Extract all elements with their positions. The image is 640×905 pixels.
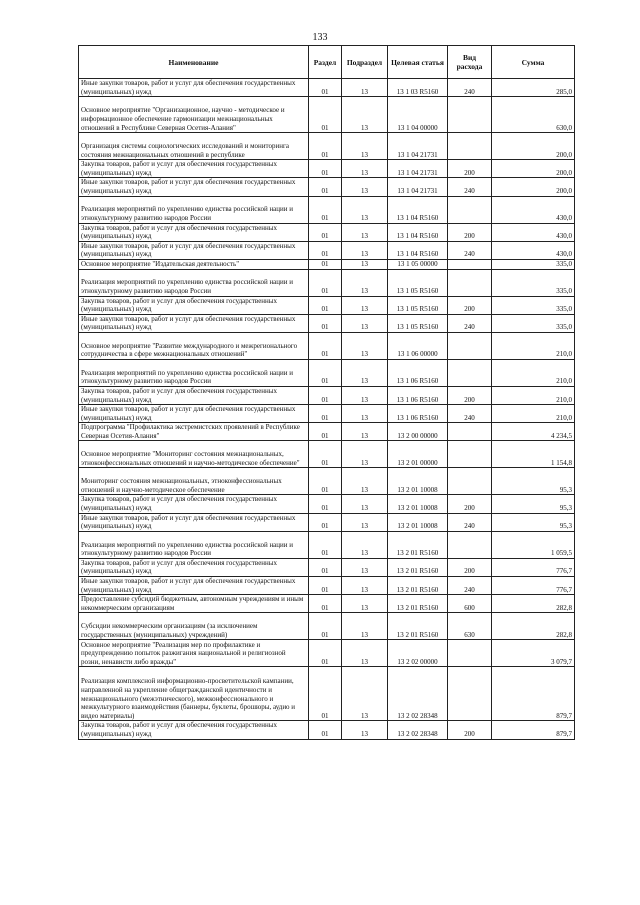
cell-amount: 200,0 bbox=[492, 133, 575, 160]
table-row bbox=[79, 513, 575, 531]
cell-name: Основное мероприятие "Издательская деятельность" bbox=[79, 259, 309, 269]
cell-subsection: 13 bbox=[342, 296, 388, 314]
cell-expense: 200 bbox=[448, 495, 492, 513]
cell-amount: 95,3 bbox=[492, 468, 575, 495]
cell-amount: 776,7 bbox=[492, 577, 575, 595]
cell-subsection: 13 bbox=[342, 359, 388, 386]
cell-subsection: 13 bbox=[342, 196, 388, 223]
cell-target: 13 1 04 21731 bbox=[388, 133, 448, 160]
cell-subsection: 13 bbox=[342, 495, 388, 513]
cell-target: 13 2 01 R5160 bbox=[388, 531, 448, 558]
cell-name: Иные закупки товаров, работ и услуг для обеспечения государственных (муниципальных) нужд bbox=[79, 314, 309, 332]
table-row bbox=[79, 667, 575, 721]
cell-subsection: 13 bbox=[342, 423, 388, 441]
table-row bbox=[79, 79, 575, 97]
header-name: Наименование bbox=[79, 46, 309, 79]
cell-target: 13 1 04 R5160 bbox=[388, 241, 448, 259]
cell-subsection: 13 bbox=[342, 577, 388, 595]
cell-expense: 200 bbox=[448, 558, 492, 576]
cell-section: 01 bbox=[309, 314, 342, 332]
cell-section: 01 bbox=[309, 468, 342, 495]
cell-expense: 240 bbox=[448, 314, 492, 332]
cell-section: 01 bbox=[309, 196, 342, 223]
header-expense: Вид расхода bbox=[448, 46, 492, 79]
cell-amount: 3 079,7 bbox=[492, 640, 575, 667]
cell-subsection: 13 bbox=[342, 178, 388, 196]
table-header-row bbox=[79, 46, 575, 79]
cell-name: Закупка товаров, работ и услуг для обеспечения государственных (муниципальных) нужд bbox=[79, 160, 309, 178]
table-row bbox=[79, 468, 575, 495]
table-row bbox=[79, 558, 575, 576]
cell-amount: 879,7 bbox=[492, 721, 575, 739]
cell-section: 01 bbox=[309, 241, 342, 259]
cell-target: 13 2 01 R5160 bbox=[388, 595, 448, 613]
cell-subsection: 13 bbox=[342, 405, 388, 423]
table-row bbox=[79, 314, 575, 332]
cell-amount: 210,0 bbox=[492, 332, 575, 359]
cell-subsection: 13 bbox=[342, 223, 388, 241]
cell-target: 13 2 01 R5160 bbox=[388, 577, 448, 595]
cell-name: Основное мероприятие "Развитие международного и межрегионального сотрудничества в сфере межнациональных отношений" bbox=[79, 332, 309, 359]
budget-table bbox=[78, 45, 575, 740]
cell-subsection: 13 bbox=[342, 160, 388, 178]
table-row bbox=[79, 241, 575, 259]
cell-name: Закупка товаров, работ и услуг для обеспечения государственных (муниципальных) нужд bbox=[79, 223, 309, 241]
cell-section: 01 bbox=[309, 577, 342, 595]
cell-expense: 200 bbox=[448, 160, 492, 178]
cell-section: 01 bbox=[309, 441, 342, 468]
cell-amount: 430,0 bbox=[492, 223, 575, 241]
cell-expense: 200 bbox=[448, 721, 492, 739]
cell-name: Подпрограмма "Профилактика экстремистских проявлений в Республике Северная Осетия-Алания" bbox=[79, 423, 309, 441]
table-row bbox=[79, 495, 575, 513]
cell-expense bbox=[448, 640, 492, 667]
cell-name: Основное мероприятие "Мониторинг состояния межнациональных, этноконфессиональных отношений и научно-методическое обеспечение" bbox=[79, 441, 309, 468]
cell-section: 01 bbox=[309, 531, 342, 558]
table-row bbox=[79, 359, 575, 386]
table-row bbox=[79, 178, 575, 196]
cell-name: Реализация мероприятий по укреплению единства российской нации и этнокультурному развитию народов России bbox=[79, 531, 309, 558]
cell-expense bbox=[448, 332, 492, 359]
cell-name: Предоставление субсидий бюджетным, автономным учреждениям и иным некоммерческим организациям bbox=[79, 595, 309, 613]
table-row bbox=[79, 405, 575, 423]
cell-target: 13 1 04 R5160 bbox=[388, 196, 448, 223]
cell-expense bbox=[448, 531, 492, 558]
cell-name: Закупка товаров, работ и услуг для обеспечения государственных (муниципальных) нужд bbox=[79, 558, 309, 576]
cell-target: 13 1 03 R5160 bbox=[388, 79, 448, 97]
cell-target: 13 1 05 R5160 bbox=[388, 314, 448, 332]
cell-expense: 240 bbox=[448, 241, 492, 259]
cell-subsection: 13 bbox=[342, 259, 388, 269]
cell-name: Организация системы социологических исследований и мониторинга состояния межнациональных отношений в республике bbox=[79, 133, 309, 160]
table-row bbox=[79, 223, 575, 241]
cell-name: Мониторинг состояния межнациональных, этноконфессиональных отношений и научно-методическое обеспечение bbox=[79, 468, 309, 495]
cell-name: Иные закупки товаров, работ и услуг для обеспечения государственных (муниципальных) нужд bbox=[79, 79, 309, 97]
cell-target: 13 2 01 10008 bbox=[388, 513, 448, 531]
cell-amount: 210,0 bbox=[492, 405, 575, 423]
cell-subsection: 13 bbox=[342, 314, 388, 332]
cell-name: Закупка товаров, работ и услуг для обеспечения государственных (муниципальных) нужд bbox=[79, 386, 309, 404]
cell-amount: 200,0 bbox=[492, 178, 575, 196]
cell-name: Иные закупки товаров, работ и услуг для обеспечения государственных (муниципальных) нужд bbox=[79, 241, 309, 259]
table-row bbox=[79, 160, 575, 178]
cell-target: 13 2 01 10008 bbox=[388, 495, 448, 513]
cell-subsection: 13 bbox=[342, 558, 388, 576]
header-target: Целевая статья bbox=[388, 46, 448, 79]
cell-section: 01 bbox=[309, 269, 342, 296]
cell-name: Реализация комплексной информационно-просветительской кампании, направленной на укрепление общегражданской идентичности и межнационального (межэтнического), межконфессионального и межкультурного взаимодействия (баннеры, буклеты, брошюры, аудио и видео материалы) bbox=[79, 667, 309, 721]
page-number: 133 bbox=[312, 32, 328, 43]
cell-target: 13 1 04 00000 bbox=[388, 97, 448, 133]
cell-target: 13 2 01 R5160 bbox=[388, 613, 448, 640]
cell-section: 01 bbox=[309, 405, 342, 423]
cell-expense bbox=[448, 359, 492, 386]
cell-amount: 1 154,8 bbox=[492, 441, 575, 468]
cell-subsection: 13 bbox=[342, 468, 388, 495]
cell-target: 13 2 01 10008 bbox=[388, 468, 448, 495]
cell-name: Основное мероприятие "Организационное, научно - методическое и информационное обеспечение гармонизации межнациональных отношений в Республике Северная Осетия-Алания" bbox=[79, 97, 309, 133]
cell-target: 13 1 06 R5160 bbox=[388, 359, 448, 386]
cell-amount: 200,0 bbox=[492, 160, 575, 178]
cell-expense: 240 bbox=[448, 79, 492, 97]
cell-expense bbox=[448, 97, 492, 133]
cell-target: 13 2 02 00000 bbox=[388, 640, 448, 667]
cell-expense: 600 bbox=[448, 595, 492, 613]
cell-subsection: 13 bbox=[342, 133, 388, 160]
table-row bbox=[79, 332, 575, 359]
cell-expense bbox=[448, 133, 492, 160]
header-amount: Сумма bbox=[492, 46, 575, 79]
cell-expense: 240 bbox=[448, 577, 492, 595]
cell-subsection: 13 bbox=[342, 386, 388, 404]
table-row bbox=[79, 386, 575, 404]
cell-amount: 776,7 bbox=[492, 558, 575, 576]
cell-subsection: 13 bbox=[342, 79, 388, 97]
table-row bbox=[79, 296, 575, 314]
cell-amount: 210,0 bbox=[492, 359, 575, 386]
cell-expense bbox=[448, 259, 492, 269]
cell-section: 01 bbox=[309, 160, 342, 178]
cell-target: 13 2 02 28348 bbox=[388, 667, 448, 721]
cell-subsection: 13 bbox=[342, 441, 388, 468]
cell-section: 01 bbox=[309, 359, 342, 386]
cell-name: Субсидии некоммерческим организациям (за исключением государственных (муниципальных) учреждений) bbox=[79, 613, 309, 640]
cell-name: Закупка товаров, работ и услуг для обеспечения государственных (муниципальных) нужд bbox=[79, 296, 309, 314]
cell-expense bbox=[448, 423, 492, 441]
cell-subsection: 13 bbox=[342, 531, 388, 558]
cell-target: 13 1 04 R5160 bbox=[388, 223, 448, 241]
cell-name: Иные закупки товаров, работ и услуг для обеспечения государственных (муниципальных) нужд bbox=[79, 405, 309, 423]
cell-amount: 335,0 bbox=[492, 314, 575, 332]
cell-subsection: 13 bbox=[342, 241, 388, 259]
cell-target: 13 1 05 R5160 bbox=[388, 269, 448, 296]
cell-subsection: 13 bbox=[342, 332, 388, 359]
cell-section: 01 bbox=[309, 495, 342, 513]
cell-section: 01 bbox=[309, 513, 342, 531]
cell-target: 13 2 01 R5160 bbox=[388, 558, 448, 576]
cell-name: Реализация мероприятий по укреплению единства российской нации и этнокультурному развитию народов России bbox=[79, 196, 309, 223]
cell-name: Закупка товаров, работ и услуг для обеспечения государственных (муниципальных) нужд bbox=[79, 721, 309, 739]
cell-amount: 879,7 bbox=[492, 667, 575, 721]
cell-section: 01 bbox=[309, 332, 342, 359]
cell-name: Закупка товаров, работ и услуг для обеспечения государственных (муниципальных) нужд bbox=[79, 495, 309, 513]
cell-section: 01 bbox=[309, 613, 342, 640]
cell-expense: 200 bbox=[448, 223, 492, 241]
cell-target: 13 1 05 00000 bbox=[388, 259, 448, 269]
cell-amount: 630,0 bbox=[492, 97, 575, 133]
cell-target: 13 1 06 R5160 bbox=[388, 386, 448, 404]
cell-subsection: 13 bbox=[342, 269, 388, 296]
cell-section: 01 bbox=[309, 558, 342, 576]
cell-amount: 1 059,5 bbox=[492, 531, 575, 558]
cell-target: 13 1 06 00000 bbox=[388, 332, 448, 359]
cell-amount: 285,0 bbox=[492, 79, 575, 97]
cell-section: 01 bbox=[309, 259, 342, 269]
cell-expense bbox=[448, 667, 492, 721]
cell-target: 13 2 00 00000 bbox=[388, 423, 448, 441]
cell-section: 01 bbox=[309, 640, 342, 667]
table-row bbox=[79, 441, 575, 468]
table-row bbox=[79, 577, 575, 595]
cell-amount: 430,0 bbox=[492, 241, 575, 259]
cell-amount: 95,3 bbox=[492, 495, 575, 513]
cell-amount: 282,8 bbox=[492, 595, 575, 613]
cell-expense bbox=[448, 441, 492, 468]
cell-expense: 240 bbox=[448, 178, 492, 196]
cell-subsection: 13 bbox=[342, 97, 388, 133]
cell-amount: 335,0 bbox=[492, 296, 575, 314]
table-row bbox=[79, 259, 575, 269]
cell-expense: 240 bbox=[448, 513, 492, 531]
cell-section: 01 bbox=[309, 595, 342, 613]
cell-amount: 95,3 bbox=[492, 513, 575, 531]
cell-amount: 335,0 bbox=[492, 259, 575, 269]
cell-subsection: 13 bbox=[342, 640, 388, 667]
table-row bbox=[79, 196, 575, 223]
cell-amount: 210,0 bbox=[492, 386, 575, 404]
cell-expense bbox=[448, 196, 492, 223]
table-row bbox=[79, 423, 575, 441]
cell-target: 13 1 06 R5160 bbox=[388, 405, 448, 423]
cell-name: Иные закупки товаров, работ и услуг для обеспечения государственных (муниципальных) нужд bbox=[79, 577, 309, 595]
cell-target: 13 2 01 00000 bbox=[388, 441, 448, 468]
cell-amount: 335,0 bbox=[492, 269, 575, 296]
cell-expense bbox=[448, 468, 492, 495]
cell-subsection: 13 bbox=[342, 513, 388, 531]
header-section: Раздел bbox=[309, 46, 342, 79]
cell-expense: 200 bbox=[448, 296, 492, 314]
cell-name: Реализация мероприятий по укреплению единства российской нации и этнокультурному развитию народов России bbox=[79, 269, 309, 296]
cell-expense: 630 bbox=[448, 613, 492, 640]
table-row bbox=[79, 133, 575, 160]
cell-name: Иные закупки товаров, работ и услуг для обеспечения государственных (муниципальных) нужд bbox=[79, 178, 309, 196]
cell-section: 01 bbox=[309, 79, 342, 97]
cell-section: 01 bbox=[309, 133, 342, 160]
table-row bbox=[79, 269, 575, 296]
cell-target: 13 1 05 R5160 bbox=[388, 296, 448, 314]
table-row bbox=[79, 97, 575, 133]
cell-target: 13 1 04 21731 bbox=[388, 178, 448, 196]
header-subsection: Подраздел bbox=[342, 46, 388, 79]
table-body bbox=[79, 79, 575, 740]
cell-section: 01 bbox=[309, 667, 342, 721]
cell-expense: 200 bbox=[448, 386, 492, 404]
cell-section: 01 bbox=[309, 178, 342, 196]
cell-expense bbox=[448, 269, 492, 296]
cell-name: Основное мероприятие "Реализация мер по профилактике и предупреждению попыток разжигания национальной и религиозной розни, ненависти либо вражды" bbox=[79, 640, 309, 667]
cell-section: 01 bbox=[309, 386, 342, 404]
cell-amount: 282,8 bbox=[492, 613, 575, 640]
cell-section: 01 bbox=[309, 423, 342, 441]
cell-subsection: 13 bbox=[342, 667, 388, 721]
cell-section: 01 bbox=[309, 97, 342, 133]
table-row bbox=[79, 640, 575, 667]
cell-section: 01 bbox=[309, 721, 342, 739]
table-row bbox=[79, 595, 575, 613]
cell-subsection: 13 bbox=[342, 721, 388, 739]
cell-subsection: 13 bbox=[342, 595, 388, 613]
cell-subsection: 13 bbox=[342, 613, 388, 640]
table-row bbox=[79, 531, 575, 558]
cell-amount: 430,0 bbox=[492, 196, 575, 223]
cell-name: Реализация мероприятий по укреплению единства российской нации и этнокультурному развитию народов России bbox=[79, 359, 309, 386]
table-row bbox=[79, 721, 575, 739]
cell-section: 01 bbox=[309, 223, 342, 241]
cell-section: 01 bbox=[309, 296, 342, 314]
cell-target: 13 2 02 28348 bbox=[388, 721, 448, 739]
table-row bbox=[79, 613, 575, 640]
cell-amount: 4 234,5 bbox=[492, 423, 575, 441]
cell-name: Иные закупки товаров, работ и услуг для обеспечения государственных (муниципальных) нужд bbox=[79, 513, 309, 531]
cell-target: 13 1 04 21731 bbox=[388, 160, 448, 178]
cell-expense: 240 bbox=[448, 405, 492, 423]
